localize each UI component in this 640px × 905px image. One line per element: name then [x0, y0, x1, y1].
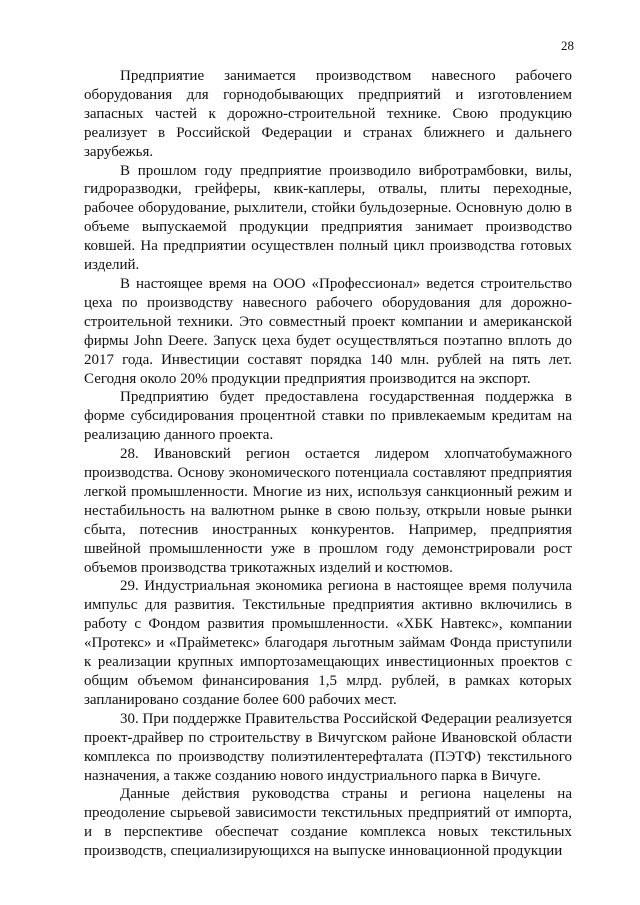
paragraph-product-range: В прошлом году предприятие производило вибротрамбовки, вилы, гидроразводки, грейферы, квик-каплеры, отвалы, плиты переходные, рабочее оборудование, рыхлители, стойки бульдозерные. Основную долю в объеме выпускаемой продукции предприятия занимает производство ковшей. На предприятии осуществлен полный цикл производства готовых изделий. — [84, 162, 572, 274]
paragraph-item-29: 29. Индустриальная экономика региона в настоящее время получила импульс для развития. Текстильные предприятия активно включились в работу с Фондом развития промышленности. «ХБК Навтекс», компании «Протекс» и «Прайметекс» благодаря льготным займам Фонда приступили к реализации крупных импортозамещающих инвестиционных проектов с общим объемом финансирования 1,5 млрд. рублей, в рамках которых запланировано создание более 600 рабочих мест. — [84, 578, 572, 708]
paragraph-item-30: 30. При поддержке Правительства Российской Федерации реализуется проект-драйвер по строительству в Вичугском районе Ивановской области комплекса по производству полиэтилентерефталата (ПЭТФ) текстильного назначения, а также созданию нового индустриального парка в Вичуге. — [84, 710, 572, 784]
page-number: 28 — [561, 38, 574, 53]
paragraph-new-workshop: В настоящее время на ООО «Профессионал» ведется строительство цеха по производству навесного рабочего оборудования для дорожно-строительной техники. Это совместный проект компании и американской фирмы John Deere. Запуск цеха будет осуществляться поэтапно вплоть до 2017 года. Инвестиции составят порядка 140 млн. рублей на пять лет. Сегодня около 20% продукции предприятия производится на экспорт. — [84, 275, 572, 387]
paragraph-item-28: 28. Ивановский регион остается лидером хлопчатобумажного производства. Основу экономического потенциала составляют предприятия легкой промышленности. Многие из них, используя санкционный режим и нестабильность на валютном рынке в свою пользу, открыли новые рынки сбыта, потеснив иностранных конкурентов. Например, предприятия швейной промышленности уже в прошлом году демонстрировали рост объемов производства трикотажных изделий и костюмов. — [84, 446, 572, 576]
paragraph-conclusion: Данные действия руководства страны и региона нацелены на преодоление сырьевой зависимости текстильных предприятий от импорта, и в перспективе обеспечат создание комплекса новых текстильных производств, специализирующихся на выпуске инновационной продукции — [84, 786, 572, 860]
paragraph-enterprise-profile: Предприятие занимается производством навесного рабочего оборудования для горнодобывающих предприятий и изготовлением запасных частей к дорожно-строительной технике. Свою продукцию реализует в Российской Федерации и странах ближнего и дальнего зарубежья. — [84, 68, 572, 160]
document-body — [84, 67, 572, 861]
paragraph-state-support: Предприятию будет предоставлена государственная поддержка в форме субсидирования процентной ставки по привлекаемым кредитам на реализацию данного проекта. — [84, 389, 572, 444]
